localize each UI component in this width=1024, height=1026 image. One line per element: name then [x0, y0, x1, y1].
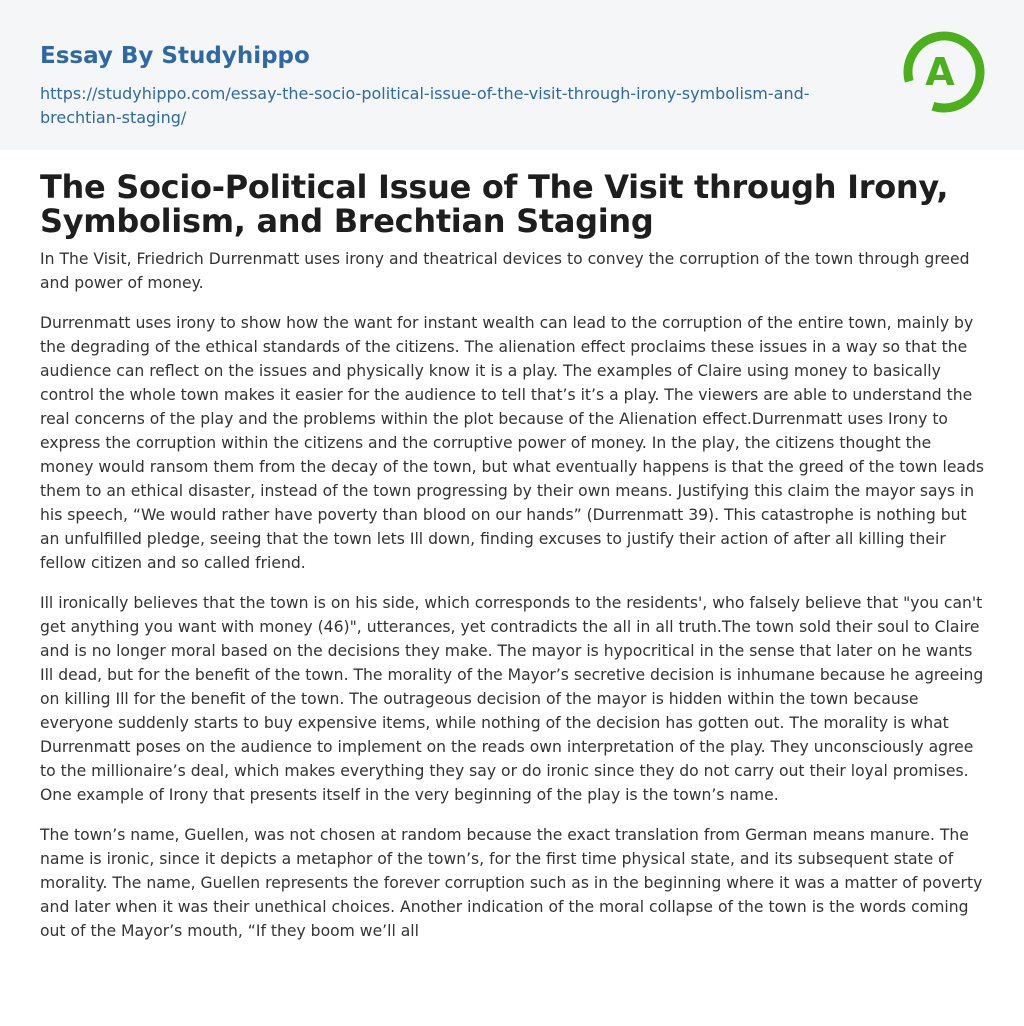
- article-paragraph: Ill ironically believes that the town is on his side, which corresponds to the residents', who falsely believe that "you can't get anything you want with money (46)", utterances, yet contradicts the all in all truth.The town sold their soul to Claire and is no longer moral based on the decisions they make. The mayor is hypocritical in the sense that later on he wants Ill dead, but for the benefit of the town. The morality of the Mayor’s secretive decision is inhumane because he agreeing on killing Ill for the benefit of the town. The outrageous decision of the mayor is hidden within the town because everyone suddenly starts to buy expensive items, while nothing of the decision has gotten out. The morality is what Durrenmatt poses on the audience to implement on the reads own interpretation of the play. They unconsciously agree to the millionaire’s deal, which makes everything they say or do ironic since they do not carry out their loyal promises. One example of Irony that presents itself in the very beginning of the play is the town’s name.: [40, 594, 984, 804]
- article-paragraph: In The Visit, Friedrich Durrenmatt uses irony and theatrical devices to convey the corruption of the town through greed and power of money.: [40, 250, 970, 292]
- article-title: The Socio-Political Issue of The Visit through Irony, Symbolism, and Brechtian Staging: [40, 168, 949, 240]
- logo-svg: [900, 28, 988, 116]
- page-header: [0, 0, 1024, 150]
- article-paragraph: Durrenmatt uses irony to show how the want for instant wealth can lead to the corruption of the entire town, mainly by the degrading of the ethical standards of the citizens. The alienation effect proclaims these issues in a way so that the audience can reflect on the issues and physically know it is a play. The examples of Claire using money to basically control the whole town makes it easier for the audience to tell that’s it’s a play. The viewers are able to understand the real concerns of the play and the problems within the plot because of the Alienation effect.Durrenmatt uses Irony to express the corruption within the citizens and the corruptive power of money. In the play, the citizens thought the money would ransom them from the decay of the town, but what eventually happens is that the greed of the town leads them to an ethical disaster, instead of the town progressing by their own means. Justifying this claim the mayor says in his speech, “We would rather have poverty than blood on our hands” (Durrenmatt 39). This catastrophe is nothing but an unfulfilled pledge, seeing that the town lets Ill down, finding excuses to justify their action of after all killing their fellow citizen and so called friend.: [40, 314, 984, 572]
- site-brand[interactable]: Essay By Studyhippo: [40, 43, 310, 69]
- studyhippo-logo-icon[interactable]: [900, 28, 988, 116]
- article-paragraph: The town’s name, Guellen, was not chosen at random because the exact translation from German means manure. The name is ironic, since it depicts a metaphor of the town’s, for the first time physical state, and its subsequent state of morality. The name, Guellen represents the forever corruption such as in the beginning where it was a matter of poverty and later when it was their unethical choices. Another indication of the moral collapse of the town is the words coming out of the Mayor’s mouth, “If they boom we’ll all: [40, 826, 983, 940]
- logo-letter: A: [925, 50, 955, 94]
- source-url-link[interactable]: https://studyhippo.com/essay-the-socio-political-issue-of-the-visit-through-irony-symbolism-and-brechtian-staging/: [40, 84, 810, 127]
- article-content: [40, 170, 986, 943]
